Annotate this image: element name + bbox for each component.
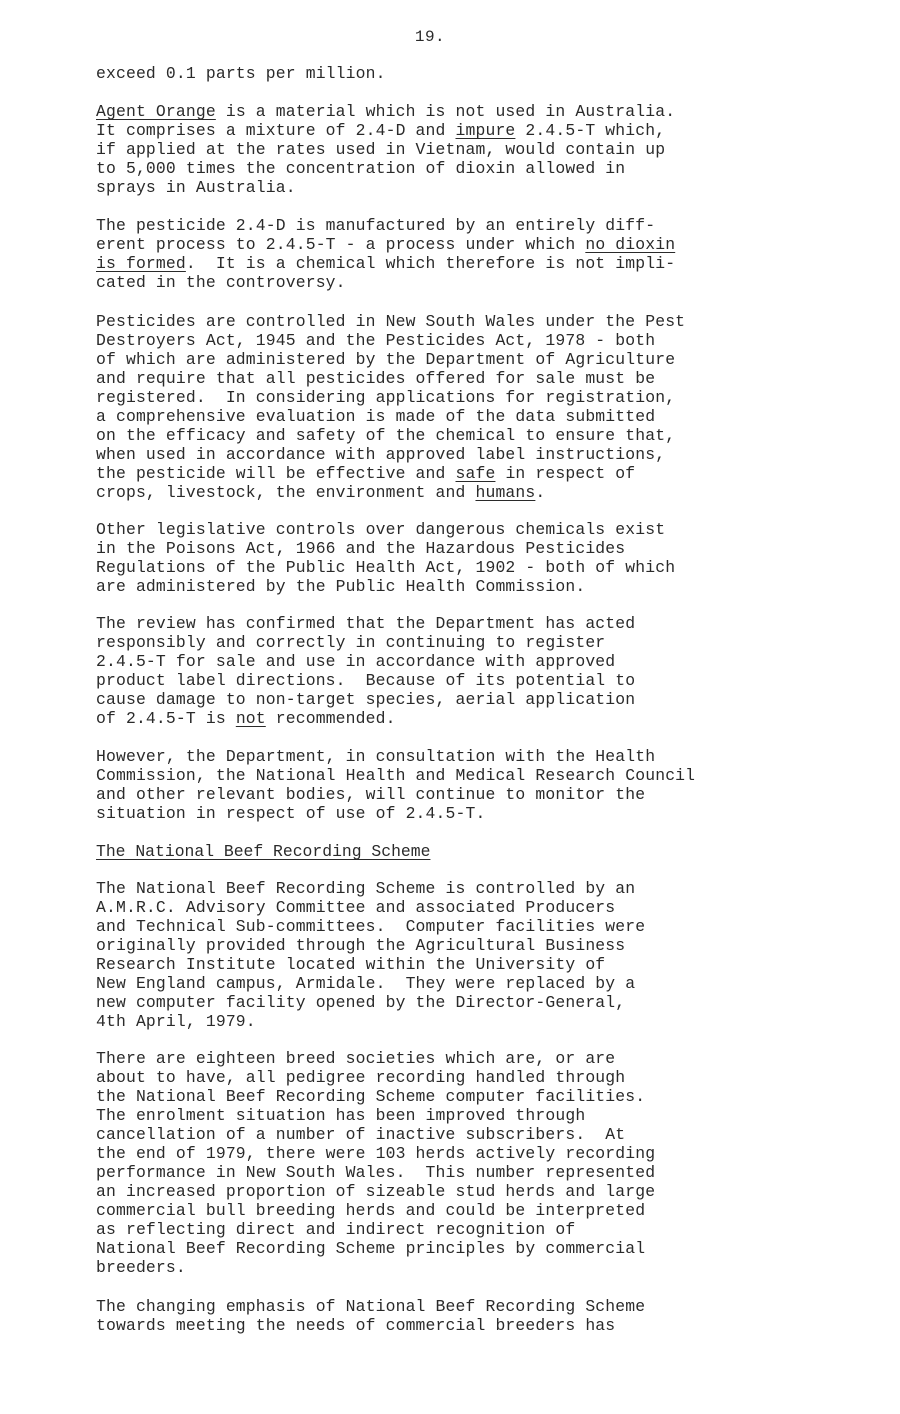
text-line: [96, 312, 685, 331]
text-line: [96, 483, 685, 502]
text-line: [96, 1087, 655, 1106]
text-run: originally provided through the Agricultural Business: [96, 936, 626, 955]
text-line: [96, 1144, 655, 1163]
text-run: The National Beef Recording Scheme is controlled by an: [96, 879, 636, 898]
text-line: [96, 407, 685, 426]
text-run: if applied at the rates used in Vietnam, would contain up: [96, 140, 666, 159]
text-run: on the efficacy and safety of the chemical to ensure that,: [96, 426, 676, 445]
underlined-text: is formed: [96, 254, 186, 273]
text-line: [96, 121, 675, 140]
text-run: sprays in Australia.: [96, 178, 296, 197]
text-line: [96, 974, 645, 993]
text-run: the National Beef Recording Scheme computer facilities.: [96, 1087, 646, 1106]
text-line: [96, 216, 675, 235]
text-run: of 2.4.5-T is: [96, 709, 236, 728]
text-line: [96, 1068, 655, 1087]
text-run: The enrolment situation has been improved through: [96, 1106, 586, 1125]
text-line: [96, 993, 645, 1012]
text-line: [96, 652, 635, 671]
paragraph: [96, 216, 675, 292]
underlined-text: The National Beef Recording Scheme: [96, 842, 431, 861]
text-line: [96, 539, 675, 558]
text-line: [96, 1049, 655, 1068]
text-run: breeders.: [96, 1258, 186, 1277]
text-run: Other legislative controls over dangerous chemicals exist: [96, 520, 666, 539]
text-line: [96, 369, 685, 388]
text-line: [96, 785, 695, 804]
text-run: The review has confirmed that the Department has acted: [96, 614, 636, 633]
text-run: New England campus, Armidale. They were replaced by a: [96, 974, 636, 993]
text-run: Regulations of the Public Health Act, 1902 - both of which: [96, 558, 676, 577]
text-line: [96, 273, 675, 292]
paragraph: [96, 1297, 645, 1335]
underlined-text: not: [235, 709, 266, 728]
text-run: performance in New South Wales. This number represented: [96, 1163, 656, 1182]
text-line: [96, 1220, 655, 1239]
text-line: [96, 917, 645, 936]
paragraph: [96, 312, 685, 502]
paragraph: [96, 879, 645, 1031]
text-line: [96, 690, 635, 709]
text-run: in the Poisons Act, 1966 and the Hazardous Pesticides: [96, 539, 626, 558]
text-run: Pesticides are controlled in New South Wales under the Pest: [96, 312, 686, 331]
text-line: [96, 955, 645, 974]
text-run: when used in accordance with approved label instructions,: [96, 445, 666, 464]
text-line: [96, 558, 675, 577]
text-run: It comprises a mixture of 2.4-D and: [96, 121, 456, 140]
text-run: Commission, the National Health and Medical Research Council: [96, 766, 696, 785]
text-run: The changing emphasis of National Beef Recording Scheme: [96, 1297, 646, 1316]
section-heading: [96, 842, 430, 861]
text-line: [96, 1258, 655, 1277]
text-run: . It is a chemical which therefore is not impli-: [185, 254, 676, 273]
text-line: [96, 633, 635, 652]
text-line: [96, 140, 675, 159]
text-run: erent process to 2.4.5-T - a process under which: [96, 235, 586, 254]
text-run: crops, livestock, the environment and: [96, 483, 476, 502]
text-run: National Beef Recording Scheme principles by commercial: [96, 1239, 646, 1258]
text-line: [96, 879, 645, 898]
text-run: exceed 0.1 parts per million.: [96, 64, 386, 83]
text-run: cancellation of a number of inactive subscribers. At: [96, 1125, 626, 1144]
text-line: [96, 235, 675, 254]
text-line: [96, 1163, 655, 1182]
text-run: 4th April, 1979.: [96, 1012, 256, 1031]
text-run: 2.4.5-T for sale and use in accordance with approved: [96, 652, 616, 671]
text-run: are administered by the Public Health Commission.: [96, 577, 586, 596]
text-run: towards meeting the needs of commercial breeders has: [96, 1316, 616, 1335]
text-run: and other relevant bodies, will continue to monitor the: [96, 785, 646, 804]
paragraph: [96, 614, 635, 728]
text-run: is a material which is not used in Australia.: [215, 102, 676, 121]
text-run: an increased proportion of sizeable stud herds and large: [96, 1182, 656, 1201]
text-run: and require that all pesticides offered for sale must be: [96, 369, 656, 388]
text-line: [96, 577, 675, 596]
text-line: [96, 1201, 655, 1220]
text-run: A.M.R.C. Advisory Committee and associated Producers: [96, 898, 616, 917]
paragraph: [96, 102, 675, 197]
text-run: situation in respect of use of 2.4.5-T.: [96, 804, 486, 823]
text-line: [96, 842, 430, 861]
text-run: cated in the controversy.: [96, 273, 346, 292]
text-line: [96, 1012, 645, 1031]
text-line: [96, 426, 685, 445]
text-run: There are eighteen breed societies which are, or are: [96, 1049, 616, 1068]
paragraph: [96, 64, 386, 83]
text-run: about to have, all pedigree recording handled through: [96, 1068, 626, 1087]
paragraph: [96, 1049, 655, 1277]
text-run: registered. In considering applications for registration,: [96, 388, 676, 407]
text-line: [96, 614, 635, 633]
text-line: [96, 350, 685, 369]
text-line: [96, 388, 685, 407]
text-run: However, the Department, in consultation with the Health: [96, 747, 656, 766]
text-line: [96, 671, 635, 690]
paragraph: [96, 747, 695, 823]
text-line: [96, 898, 645, 917]
text-run: Research Institute located within the University of: [96, 955, 606, 974]
text-run: cause damage to non-target species, aerial application: [96, 690, 636, 709]
text-run: to 5,000 times the concentration of dioxin allowed in: [96, 159, 626, 178]
text-line: [96, 1316, 645, 1335]
underlined-text: Agent Orange: [96, 102, 216, 121]
text-run: .: [535, 483, 546, 502]
text-line: [96, 464, 685, 483]
text-line: [96, 331, 685, 350]
text-run: responsibly and correctly in continuing to register: [96, 633, 606, 652]
text-run: commercial bull breeding herds and could be interpreted: [96, 1201, 646, 1220]
text-line: [96, 1182, 655, 1201]
text-line: [96, 178, 675, 197]
text-run: of which are administered by the Department of Agriculture: [96, 350, 676, 369]
text-line: [96, 1125, 655, 1144]
text-run: the end of 1979, there were 103 herds actively recording: [96, 1144, 656, 1163]
text-run: new computer facility opened by the Director-General,: [96, 993, 626, 1012]
text-line: [96, 254, 675, 273]
text-line: [96, 1297, 645, 1316]
text-run: a comprehensive evaluation is made of the data submitted: [96, 407, 656, 426]
paragraph: [96, 520, 675, 596]
text-run: product label directions. Because of its potential to: [96, 671, 636, 690]
text-run: recommended.: [265, 709, 396, 728]
underlined-text: impure: [455, 121, 516, 140]
text-line: [96, 64, 386, 83]
text-line: [96, 1239, 655, 1258]
text-line: [96, 159, 675, 178]
page-number: 19.: [414, 28, 446, 46]
text-run: as reflecting direct and indirect recognition of: [96, 1220, 576, 1239]
underlined-text: no dioxin: [585, 235, 676, 254]
text-line: [96, 747, 695, 766]
text-line: [96, 445, 685, 464]
text-run: The pesticide 2.4-D is manufactured by an entirely diff-: [96, 216, 656, 235]
text-run: Destroyers Act, 1945 and the Pesticides Act, 1978 - both: [96, 331, 656, 350]
text-run: in respect of: [495, 464, 636, 483]
text-line: [96, 709, 635, 728]
text-line: [96, 102, 675, 121]
text-line: [96, 1106, 655, 1125]
text-line: [96, 936, 645, 955]
underlined-text: safe: [455, 464, 496, 483]
text-run: 2.4.5-T which,: [515, 121, 666, 140]
text-run: the pesticide will be effective and: [96, 464, 456, 483]
text-line: [96, 766, 695, 785]
text-line: [96, 804, 695, 823]
text-line: [96, 520, 675, 539]
text-run: and Technical Sub-committees. Computer facilities were: [96, 917, 646, 936]
underlined-text: humans: [475, 483, 536, 502]
